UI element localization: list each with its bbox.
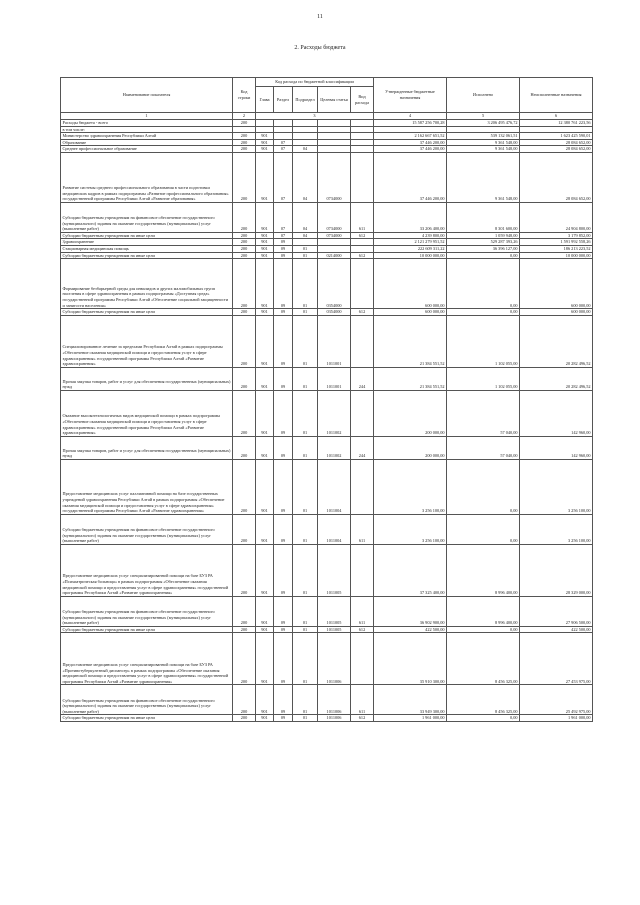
cell-target-article: 1011006 xyxy=(318,715,351,722)
cell-glava xyxy=(256,120,274,127)
cell-unexecuted-amount: 142 960,00 xyxy=(520,390,593,436)
cell-glava: 901 xyxy=(256,152,274,202)
cell-razdel: 09 xyxy=(274,685,293,715)
cell-target-article xyxy=(318,120,351,127)
cell-unexecuted-amount: 28 329 000,00 xyxy=(520,544,593,596)
cell-executed-amount: 0,00 xyxy=(447,459,520,514)
col-number: 6 xyxy=(520,113,593,120)
cell-razdel: 09 xyxy=(274,252,293,259)
cell-razdel: 09 xyxy=(274,315,293,367)
cell-glava: 901 xyxy=(256,633,274,685)
cell-expense-type: 244 xyxy=(351,367,374,390)
table-row xyxy=(61,133,593,140)
cell-podrazdel: 01 xyxy=(293,246,318,253)
cell-target-article: 1011006 xyxy=(318,685,351,715)
cell-podrazdel: 01 xyxy=(293,436,318,459)
cell-line-code: 200 xyxy=(233,514,256,544)
table-row xyxy=(61,596,593,626)
cell-razdel: 09 xyxy=(274,633,293,685)
cell-target-article: 0354000 xyxy=(318,309,351,316)
header-name: Наименование показателя xyxy=(61,78,233,113)
cell-expense-type xyxy=(351,239,374,246)
cell-glava: 901 xyxy=(256,252,274,259)
cell-name: Стационарная медицинская помощь xyxy=(61,246,233,253)
cell-name: Субсидии бюджетным учреждениям на финансовое обеспечение государственного (муниципального) задания на оказание государственных (муниципальных) услуг (выполнение работ) xyxy=(61,685,233,715)
cell-razdel xyxy=(274,120,293,127)
cell-name: Предоставление медицинских услуг специализированной помощи на базе БУЗ РА «Психиатрическая больница» в рамках подпрограммы «Обеспечение оказания медицинской помощи и предоставления услуг в сфере здравоохранения» государственной программы Республики Алтай «Развитие здравоохранения» xyxy=(61,544,233,596)
cell-glava: 901 xyxy=(256,139,274,146)
cell-target-article xyxy=(318,126,351,133)
cell-unexecuted-amount: 10 000 000,00 xyxy=(520,252,593,259)
cell-expense-type xyxy=(351,246,374,253)
cell-unexecuted-amount: 186 213 223,52 xyxy=(520,246,593,253)
cell-target-article: 0734000 xyxy=(318,202,351,232)
cell-unexecuted-amount: 27 906 500,00 xyxy=(520,596,593,626)
cell-executed-amount: 1 059 948,00 xyxy=(447,232,520,239)
cell-razdel xyxy=(274,126,293,133)
table-row xyxy=(61,367,593,390)
cell-line-code: 200 xyxy=(233,246,256,253)
table-body xyxy=(61,120,593,722)
cell-executed-amount: 8 996 400,00 xyxy=(447,596,520,626)
cell-target-article xyxy=(318,139,351,146)
cell-unexecuted-amount: 28 084 652,00 xyxy=(520,152,593,202)
cell-podrazdel: 01 xyxy=(293,596,318,626)
cell-podrazdel xyxy=(293,126,318,133)
cell-name: Субсидии бюджетным учреждениям на финансовое обеспечение государственного (муниципального) задания на оказание государственных (муниципальных) услуг (выполнение работ) xyxy=(61,202,233,232)
cell-podrazdel: 01 xyxy=(293,514,318,544)
cell-target-article xyxy=(318,246,351,253)
cell-podrazdel: 01 xyxy=(293,367,318,390)
col-number: 1 xyxy=(61,113,233,120)
table-row xyxy=(61,146,593,153)
cell-unexecuted-amount: 25 492 975,00 xyxy=(520,685,593,715)
cell-line-code: 200 xyxy=(233,390,256,436)
cell-target-article: 1011005 xyxy=(318,544,351,596)
cell-approved-amount: 200 000,00 xyxy=(374,390,447,436)
cell-glava: 901 xyxy=(256,436,274,459)
cell-podrazdel xyxy=(293,139,318,146)
cell-podrazdel: 01 xyxy=(293,252,318,259)
cell-unexecuted-amount: 28 084 652,00 xyxy=(520,146,593,153)
header-class-code: Код расхода по бюджетной классификации xyxy=(256,78,374,87)
cell-executed-amount: 529 287 393,26 xyxy=(447,239,520,246)
cell-glava: 901 xyxy=(256,544,274,596)
table-row xyxy=(61,544,593,596)
table-row xyxy=(61,514,593,544)
table-row xyxy=(61,259,593,309)
cell-approved-amount: 33 949 300,00 xyxy=(374,685,447,715)
cell-podrazdel: 04 xyxy=(293,146,318,153)
header-target: Целевая статья xyxy=(318,87,351,113)
table-row xyxy=(61,232,593,239)
cell-line-code: 200 xyxy=(233,633,256,685)
cell-unexecuted-amount: 20 282 496,52 xyxy=(520,315,593,367)
cell-approved-amount: 422 500,00 xyxy=(374,626,447,633)
cell-expense-type: 612 xyxy=(351,715,374,722)
table-row xyxy=(61,120,593,127)
cell-name: Субсидии бюджетным учреждениям на иные цели xyxy=(61,252,233,259)
table-row xyxy=(61,459,593,514)
cell-podrazdel: 01 xyxy=(293,390,318,436)
header-unexecuted: Неисполненные назначения xyxy=(520,78,593,113)
cell-podrazdel: 01 xyxy=(293,315,318,367)
cell-approved-amount: 37 325 400,00 xyxy=(374,544,447,596)
cell-name: Субсидии бюджетным учреждениям на иные цели xyxy=(61,232,233,239)
cell-expense-type xyxy=(351,315,374,367)
cell-razdel: 07 xyxy=(274,232,293,239)
table-row xyxy=(61,126,593,133)
cell-approved-amount xyxy=(374,126,447,133)
cell-target-article: 0354000 xyxy=(318,259,351,309)
cell-unexecuted-amount: 600 000,00 xyxy=(520,309,593,316)
cell-executed-amount: 8 456 325,00 xyxy=(447,633,520,685)
cell-line-code: 200 xyxy=(233,436,256,459)
cell-expense-type: 611 xyxy=(351,685,374,715)
section-title: 2. Расходы бюджета xyxy=(294,45,346,51)
table-row xyxy=(61,436,593,459)
header-executed: Исполнено xyxy=(447,78,520,113)
cell-target-article: 1011002 xyxy=(318,436,351,459)
cell-executed-amount: 57 040,00 xyxy=(447,390,520,436)
cell-line-code: 200 xyxy=(233,309,256,316)
cell-podrazdel: 04 xyxy=(293,232,318,239)
cell-expense-type xyxy=(351,126,374,133)
cell-line-code: 200 xyxy=(233,252,256,259)
cell-executed-amount: 9 361 548,00 xyxy=(447,139,520,146)
cell-expense-type: 612 xyxy=(351,252,374,259)
cell-unexecuted-amount: 142 960,00 xyxy=(520,436,593,459)
cell-approved-amount: 3 256 100,00 xyxy=(374,459,447,514)
cell-unexecuted-amount: 20 282 496,52 xyxy=(520,367,593,390)
cell-expense-type: 611 xyxy=(351,596,374,626)
cell-name: Среднее профессиональное образование xyxy=(61,146,233,153)
cell-line-code: 200 xyxy=(233,685,256,715)
cell-approved-amount: 37 446 200,00 xyxy=(374,146,447,153)
cell-line-code: 200 xyxy=(233,146,256,153)
table-row xyxy=(61,309,593,316)
cell-razdel: 07 xyxy=(274,146,293,153)
cell-name: Развитие системы среднего профессионального образования в части подготовки медицинских кадров в рамках подпрограммы «Развитие профессионального образования» государственной программы Республики Алтай «Развитие образования» xyxy=(61,152,233,202)
cell-target-article xyxy=(318,133,351,140)
cell-razdel: 09 xyxy=(274,459,293,514)
col-number: 4 xyxy=(374,113,447,120)
cell-expense-type: 611 xyxy=(351,514,374,544)
cell-unexecuted-amount: 3 179 852,00 xyxy=(520,232,593,239)
cell-target-article: 1011005 xyxy=(318,596,351,626)
cell-name: Оказание высокотехнологичных видов медицинской помощи в рамках подпрограммы «Обеспечение оказания медицинской помощи и предоставления услуг в сфере здравоохранения» государственной программы Республики Алтай «Развитие здравоохранения» xyxy=(61,390,233,436)
cell-name: Специализированное лечение за пределами Республики Алтай в рамках подпрограммы «Обеспечение оказания медицинской помощи и предоставления услуг в сфере здравоохранения» государственной программы Республики Алтай «Развитие здравоохранения» xyxy=(61,315,233,367)
cell-glava: 901 xyxy=(256,390,274,436)
header-podrazdel: Подраздел xyxy=(293,87,318,113)
header-glava: Глава xyxy=(256,87,274,113)
cell-approved-amount: 2 162 667 651,52 xyxy=(374,133,447,140)
cell-executed-amount: 3 206 495 476,72 xyxy=(447,120,520,127)
header-exp-type: Вид расхода xyxy=(351,87,374,113)
cell-razdel: 09 xyxy=(274,626,293,633)
cell-executed-amount: 8 456 325,00 xyxy=(447,685,520,715)
expenses-table xyxy=(60,77,593,722)
cell-target-article: 1011004 xyxy=(318,514,351,544)
cell-executed-amount xyxy=(447,126,520,133)
cell-name: Субсидии бюджетным учреждениям на финансовое обеспечение государственного (муниципального) задания на оказание государственных (муниципальных) услуг (выполнение работ) xyxy=(61,596,233,626)
cell-name: Министерство здравоохранения Республики Алтай xyxy=(61,133,233,140)
cell-glava: 901 xyxy=(256,259,274,309)
cell-unexecuted-amount: 3 256 100,00 xyxy=(520,514,593,544)
cell-name: Субсидии бюджетным учреждениям на иные цели xyxy=(61,715,233,722)
cell-unexecuted-amount: 422 500,00 xyxy=(520,626,593,633)
cell-expense-type xyxy=(351,390,374,436)
cell-razdel: 07 xyxy=(274,202,293,232)
cell-unexecuted-amount: 12 380 761 223,56 xyxy=(520,120,593,127)
cell-approved-amount: 222 609 311,22 xyxy=(374,246,447,253)
cell-approved-amount: 37 446 200,00 xyxy=(374,139,447,146)
cell-expense-type xyxy=(351,459,374,514)
cell-line-code: 200 xyxy=(233,459,256,514)
table-row xyxy=(61,626,593,633)
cell-executed-amount: 8 996 400,00 xyxy=(447,544,520,596)
col-number: 3 xyxy=(256,113,374,120)
cell-unexecuted-amount: 600 000,00 xyxy=(520,259,593,309)
cell-approved-amount: 1 961 000,00 xyxy=(374,715,447,722)
cell-glava: 901 xyxy=(256,133,274,140)
cell-unexecuted-amount: 1 623 425 590,01 xyxy=(520,133,593,140)
cell-line-code: 200 xyxy=(233,120,256,127)
cell-target-article: 1011006 xyxy=(318,633,351,685)
cell-razdel xyxy=(274,133,293,140)
cell-target-article: 0734000 xyxy=(318,152,351,202)
cell-target-article: 1011002 xyxy=(318,390,351,436)
cell-name: Предоставление медицинских услуг специализированной помощи на базе БУЗ РА «Противотуберкулезный диспансер» в рамках подпрограммы «Обеспечение оказания медицинской помощи и предоставления услуг в сфере здравоохранения» государственной программы Республики Алтай «Развитие здравоохранения» xyxy=(61,633,233,685)
cell-podrazdel: 01 xyxy=(293,259,318,309)
cell-name: Предоставление медицинских услуг паллиативной помощи на базе государственных учреждений здравоохранения Республики Алтай в рамках подпрограммы «Обеспечение оказания медицинской помощи и предоставления услуг в сфере здравоохранения» государственной программы Республики Алтай «Развитие здравоохранения» xyxy=(61,459,233,514)
cell-podrazdel: 01 xyxy=(293,626,318,633)
cell-razdel: 09 xyxy=(274,367,293,390)
header-razdel: Раздел xyxy=(274,87,293,113)
cell-executed-amount: 539 132 061,51 xyxy=(447,133,520,140)
cell-name: Здравоохранение xyxy=(61,239,233,246)
cell-executed-amount: 0,00 xyxy=(447,626,520,633)
cell-razdel: 09 xyxy=(274,596,293,626)
cell-razdel: 07 xyxy=(274,152,293,202)
cell-razdel: 09 xyxy=(274,246,293,253)
cell-podrazdel: 01 xyxy=(293,459,318,514)
cell-podrazdel xyxy=(293,133,318,140)
cell-line-code: 200 xyxy=(233,239,256,246)
cell-line-code: 200 xyxy=(233,315,256,367)
cell-expense-type: 612 xyxy=(351,309,374,316)
cell-executed-amount: 1 102 055,00 xyxy=(447,315,520,367)
cell-target-article: 1011001 xyxy=(318,315,351,367)
cell-approved-amount: 600 000,00 xyxy=(374,309,447,316)
cell-unexecuted-amount: 27 453 975,00 xyxy=(520,633,593,685)
page-number: 11 xyxy=(317,14,323,20)
cell-glava: 901 xyxy=(256,715,274,722)
cell-approved-amount: 35 910 300,00 xyxy=(374,633,447,685)
cell-line-code: 200 xyxy=(233,232,256,239)
cell-approved-amount: 37 446 200,00 xyxy=(374,152,447,202)
cell-razdel: 09 xyxy=(274,514,293,544)
cell-line-code: 200 xyxy=(233,259,256,309)
cell-podrazdel xyxy=(293,239,318,246)
cell-expense-type xyxy=(351,259,374,309)
cell-razdel: 09 xyxy=(274,544,293,596)
cell-executed-amount: 1 102 055,00 xyxy=(447,367,520,390)
cell-name: Прочая закупка товаров, работ и услуг для обеспечения государственных (муниципальных) нужд xyxy=(61,367,233,390)
cell-unexecuted-amount: 1 591 992 558,26 xyxy=(520,239,593,246)
cell-line-code: 200 xyxy=(233,133,256,140)
cell-glava: 901 xyxy=(256,232,274,239)
table-row xyxy=(61,685,593,715)
column-numbers-row xyxy=(61,113,593,120)
table-header xyxy=(61,78,593,120)
cell-approved-amount: 200 000,00 xyxy=(374,436,447,459)
cell-glava: 901 xyxy=(256,459,274,514)
cell-approved-amount: 4 239 800,00 xyxy=(374,232,447,239)
cell-executed-amount: 0,00 xyxy=(447,715,520,722)
cell-target-article: 1011004 xyxy=(318,459,351,514)
cell-glava xyxy=(256,126,274,133)
cell-name: Субсидии бюджетным учреждениям на иные цели xyxy=(61,309,233,316)
cell-podrazdel: 01 xyxy=(293,685,318,715)
cell-unexecuted-amount: 1 961 000,00 xyxy=(520,715,593,722)
cell-line-code: 200 xyxy=(233,715,256,722)
cell-expense-type xyxy=(351,133,374,140)
cell-approved-amount: 3 256 100,00 xyxy=(374,514,447,544)
cell-unexecuted-amount: 3 256 100,00 xyxy=(520,459,593,514)
cell-line-code: 200 xyxy=(233,596,256,626)
cell-executed-amount: 0,00 xyxy=(447,259,520,309)
col-number: 2 xyxy=(233,113,256,120)
cell-glava: 901 xyxy=(256,596,274,626)
cell-line-code: 200 xyxy=(233,152,256,202)
cell-glava: 901 xyxy=(256,239,274,246)
cell-razdel: 09 xyxy=(274,715,293,722)
cell-podrazdel: 01 xyxy=(293,633,318,685)
cell-razdel: 09 xyxy=(274,436,293,459)
cell-expense-type xyxy=(351,544,374,596)
cell-executed-amount: 57 040,00 xyxy=(447,436,520,459)
cell-approved-amount: 36 902 900,00 xyxy=(374,596,447,626)
cell-name: в том числе: xyxy=(61,126,233,133)
cell-name: Прочая закупка товаров, работ и услуг для обеспечения государственных (муниципальных) нужд xyxy=(61,436,233,459)
cell-glava: 901 xyxy=(256,685,274,715)
cell-glava: 901 xyxy=(256,202,274,232)
cell-approved-amount: 2 121 279 951,52 xyxy=(374,239,447,246)
cell-glava: 901 xyxy=(256,309,274,316)
cell-razdel: 09 xyxy=(274,309,293,316)
cell-podrazdel xyxy=(293,120,318,127)
cell-expense-type: 612 xyxy=(351,232,374,239)
cell-glava: 901 xyxy=(256,146,274,153)
cell-name: Формирование безбарьерной среды для инвалидов и других маломобильных групп населения в сфере здравоохранения в рамках подпрограммы «Доступная среда» государственной программы Республики Алтай «Обеспечение социальной защищенности и занятости населения» xyxy=(61,259,233,309)
cell-unexecuted-amount xyxy=(520,126,593,133)
cell-approved-amount: 600 000,00 xyxy=(374,259,447,309)
cell-name: Субсидии бюджетным учреждениям на финансовое обеспечение государственного (муниципального) задания на оказание государственных (муниципальных) услуг (выполнение работ) xyxy=(61,514,233,544)
header-approved: Утвержденные бюджетные назначения xyxy=(374,78,447,113)
cell-approved-amount: 15 587 256 700,28 xyxy=(374,120,447,127)
cell-glava: 901 xyxy=(256,626,274,633)
cell-glava: 901 xyxy=(256,315,274,367)
cell-razdel: 07 xyxy=(274,139,293,146)
header-line-code: Код строки xyxy=(233,78,256,113)
cell-expense-type xyxy=(351,152,374,202)
table-row xyxy=(61,315,593,367)
cell-razdel: 09 xyxy=(274,390,293,436)
cell-line-code: 200 xyxy=(233,202,256,232)
cell-podrazdel: 01 xyxy=(293,544,318,596)
table-row xyxy=(61,715,593,722)
cell-executed-amount: 0,00 xyxy=(447,309,520,316)
cell-expense-type xyxy=(351,139,374,146)
cell-unexecuted-amount: 28 084 652,00 xyxy=(520,139,593,146)
cell-line-code: 200 xyxy=(233,367,256,390)
table-row xyxy=(61,139,593,146)
cell-target-article xyxy=(318,146,351,153)
table-row xyxy=(61,246,593,253)
table-row xyxy=(61,152,593,202)
cell-glava: 901 xyxy=(256,246,274,253)
cell-podrazdel: 01 xyxy=(293,309,318,316)
cell-expense-type xyxy=(351,146,374,153)
cell-executed-amount: 0,00 xyxy=(447,514,520,544)
cell-executed-amount: 8 301 600,00 xyxy=(447,202,520,232)
cell-podrazdel: 04 xyxy=(293,152,318,202)
cell-glava: 901 xyxy=(256,367,274,390)
cell-glava: 901 xyxy=(256,514,274,544)
table-row xyxy=(61,239,593,246)
cell-podrazdel: 04 xyxy=(293,202,318,232)
cell-target-article: 0734000 xyxy=(318,232,351,239)
table-row xyxy=(61,252,593,259)
table-row xyxy=(61,390,593,436)
cell-target-article: 0214000 xyxy=(318,252,351,259)
cell-expense-type xyxy=(351,120,374,127)
cell-line-code: 200 xyxy=(233,139,256,146)
cell-line-code: 200 xyxy=(233,626,256,633)
cell-name: Субсидии бюджетным учреждениям на иные цели xyxy=(61,626,233,633)
cell-target-article xyxy=(318,239,351,246)
cell-expense-type xyxy=(351,633,374,685)
table-row xyxy=(61,202,593,232)
cell-expense-type: 611 xyxy=(351,202,374,232)
cell-executed-amount: 9 361 548,00 xyxy=(447,152,520,202)
cell-unexecuted-amount: 24 904 800,00 xyxy=(520,202,593,232)
cell-podrazdel: 01 xyxy=(293,715,318,722)
cell-approved-amount: 21 384 551,52 xyxy=(374,367,447,390)
cell-razdel: 09 xyxy=(274,259,293,309)
cell-expense-type: 244 xyxy=(351,436,374,459)
cell-name: Расходы бюджета - всего xyxy=(61,120,233,127)
cell-executed-amount: 9 361 548,00 xyxy=(447,146,520,153)
cell-executed-amount: 0,00 xyxy=(447,252,520,259)
cell-target-article: 1011005 xyxy=(318,626,351,633)
cell-line-code: 200 xyxy=(233,544,256,596)
cell-approved-amount: 21 384 551,52 xyxy=(374,315,447,367)
cell-expense-type: 612 xyxy=(351,626,374,633)
cell-executed-amount: 36 396 127,00 xyxy=(447,246,520,253)
cell-approved-amount: 10 000 000,00 xyxy=(374,252,447,259)
cell-razdel: 09 xyxy=(274,239,293,246)
col-number: 5 xyxy=(447,113,520,120)
cell-name: Образование xyxy=(61,139,233,146)
cell-target-article: 1011001 xyxy=(318,367,351,390)
cell-line-code xyxy=(233,126,256,133)
table-row xyxy=(61,633,593,685)
cell-approved-amount: 33 206 400,00 xyxy=(374,202,447,232)
